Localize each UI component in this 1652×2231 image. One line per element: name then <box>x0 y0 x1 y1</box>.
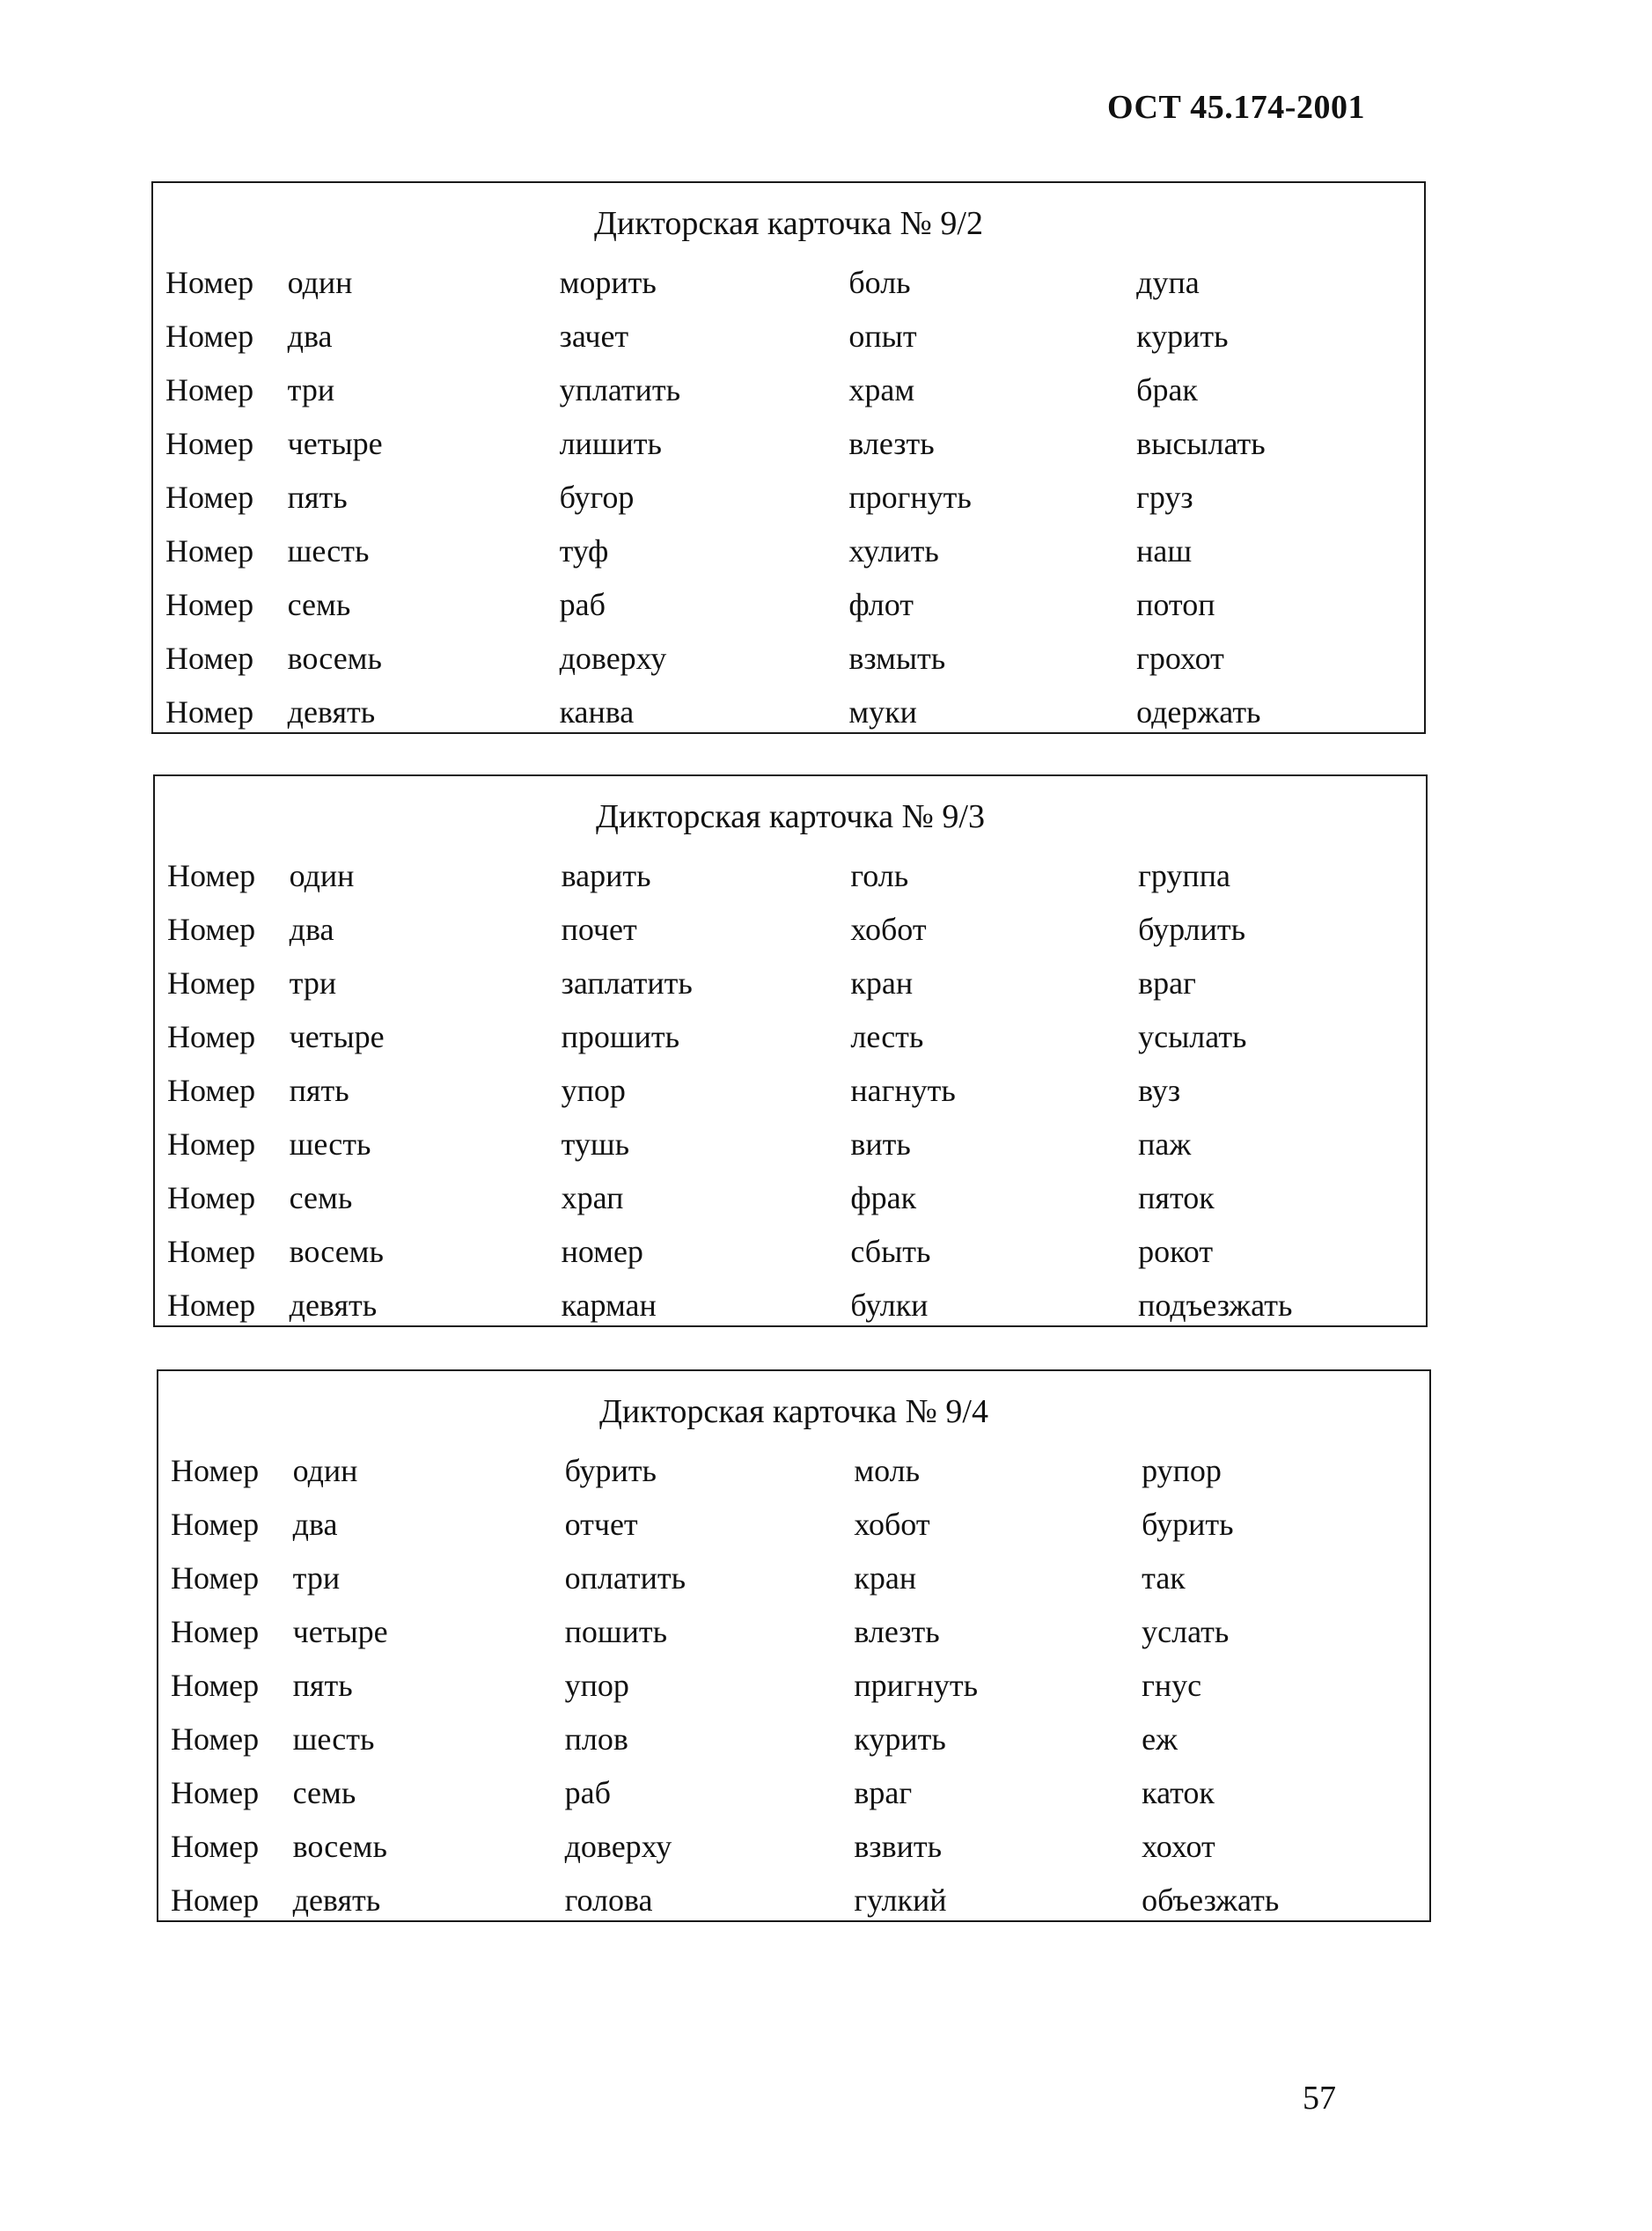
number-word: пять <box>287 479 348 515</box>
card-row <box>165 631 1415 685</box>
test-word: муки <box>848 694 917 730</box>
test-word: объезжать <box>1142 1882 1280 1918</box>
card-row <box>167 1278 1417 1332</box>
test-word: усылать <box>1138 1018 1247 1054</box>
number-word: два <box>287 318 333 354</box>
test-word: влезть <box>854 1613 940 1649</box>
test-word: гнус <box>1142 1667 1202 1703</box>
card-row <box>165 363 1415 416</box>
test-word: вить <box>850 1126 911 1162</box>
number-word: шесть <box>289 1126 371 1162</box>
row-label: Номер <box>171 1828 260 1864</box>
page-number: 57 <box>1303 2080 1336 2117</box>
row-label: Номер <box>165 694 254 730</box>
row-label: Номер <box>167 1287 256 1323</box>
test-word: упор <box>561 1072 626 1108</box>
test-word: флот <box>848 586 914 622</box>
test-word: булки <box>850 1287 929 1323</box>
card-rows <box>167 848 1417 1332</box>
card-row <box>167 1171 1417 1224</box>
card-row <box>167 902 1417 956</box>
test-word: хобот <box>854 1506 930 1542</box>
test-word: курить <box>1136 318 1229 354</box>
number-word: восемь <box>287 640 382 676</box>
number-word: четыре <box>292 1613 388 1649</box>
test-word: боль <box>848 264 911 300</box>
card-row <box>171 1658 1421 1712</box>
test-word: потоп <box>1136 586 1215 622</box>
number-word: пять <box>292 1667 353 1703</box>
test-word: оплатить <box>564 1559 686 1596</box>
test-word: пяток <box>1138 1179 1215 1215</box>
card-row <box>165 470 1415 524</box>
number-word: девять <box>292 1882 381 1918</box>
test-word: груз <box>1136 479 1193 515</box>
card-rows <box>165 255 1415 738</box>
card-row <box>165 309 1415 363</box>
row-label: Номер <box>167 911 256 947</box>
card-row <box>171 1873 1421 1926</box>
test-word: враг <box>1138 965 1196 1001</box>
card-row <box>167 1117 1417 1171</box>
test-word: плов <box>564 1721 628 1757</box>
number-word: семь <box>292 1774 356 1810</box>
card-row <box>167 848 1417 902</box>
row-label: Номер <box>167 1072 256 1108</box>
test-word: раб <box>564 1774 611 1810</box>
test-word: туф <box>559 532 609 569</box>
test-word: грохот <box>1136 640 1224 676</box>
row-label: Номер <box>165 479 254 515</box>
test-word: хохот <box>1142 1828 1215 1864</box>
test-word: прошить <box>561 1018 679 1054</box>
test-word: опыт <box>848 318 917 354</box>
row-label: Номер <box>171 1506 260 1542</box>
speaker-card-9-2 <box>151 181 1426 734</box>
test-word: высылать <box>1136 425 1266 461</box>
test-word: враг <box>854 1774 913 1810</box>
test-word: рокот <box>1138 1233 1214 1269</box>
test-word: зачет <box>559 318 629 354</box>
test-word: наш <box>1136 532 1193 569</box>
number-word: четыре <box>287 425 383 461</box>
row-label: Номер <box>171 1613 260 1649</box>
card-row <box>171 1604 1421 1658</box>
test-word: группа <box>1138 857 1230 893</box>
number-word: семь <box>289 1179 353 1215</box>
test-word: номер <box>561 1233 643 1269</box>
test-word: одержать <box>1136 694 1261 730</box>
row-label: Номер <box>171 1721 260 1757</box>
card-row <box>165 685 1415 738</box>
card-row <box>167 1224 1417 1278</box>
row-label: Номер <box>171 1559 260 1596</box>
row-label: Номер <box>167 965 256 1001</box>
number-word: три <box>287 371 335 407</box>
row-label: Номер <box>171 1452 260 1488</box>
number-word: три <box>289 965 337 1001</box>
card-row <box>171 1819 1421 1873</box>
card-row <box>171 1551 1421 1604</box>
test-word: кран <box>850 965 914 1001</box>
card-row <box>167 956 1417 1009</box>
card-title: Дикторская карточка № 9/2 <box>594 205 983 242</box>
test-word: сбыть <box>850 1233 931 1269</box>
card-rows <box>171 1443 1421 1926</box>
test-word: лесть <box>850 1018 924 1054</box>
test-word: взмыть <box>848 640 946 676</box>
test-word: хобот <box>850 911 927 947</box>
row-label: Номер <box>165 318 254 354</box>
test-word: тушь <box>561 1126 629 1162</box>
card-row <box>165 524 1415 577</box>
card-row <box>165 255 1415 309</box>
card-row <box>171 1497 1421 1551</box>
card-row <box>171 1712 1421 1765</box>
test-word: раб <box>559 586 606 622</box>
test-word: почет <box>561 911 637 947</box>
card-row <box>171 1443 1421 1497</box>
test-word: голь <box>850 857 909 893</box>
row-label: Номер <box>167 1018 256 1054</box>
test-word: варить <box>561 857 651 893</box>
test-word: доверху <box>559 640 667 676</box>
test-word: подъезжать <box>1138 1287 1293 1323</box>
number-word: два <box>292 1506 338 1542</box>
card-row <box>171 1765 1421 1819</box>
test-word: голова <box>564 1882 653 1918</box>
number-word: шесть <box>292 1721 375 1757</box>
row-label: Номер <box>171 1882 260 1918</box>
number-word: один <box>289 857 355 893</box>
speaker-card-9-3 <box>153 774 1428 1327</box>
number-word: восемь <box>289 1233 384 1269</box>
test-word: прогнуть <box>848 479 972 515</box>
row-label: Номер <box>167 1233 256 1269</box>
test-word: дупа <box>1136 264 1200 300</box>
number-word: один <box>287 264 353 300</box>
test-word: взвить <box>854 1828 942 1864</box>
card-row <box>167 1063 1417 1117</box>
test-word: брак <box>1136 371 1198 407</box>
test-word: фрак <box>850 1179 917 1215</box>
test-word: храм <box>848 371 915 407</box>
test-word: пригнуть <box>854 1667 979 1703</box>
row-label: Номер <box>171 1774 260 1810</box>
test-word: храп <box>561 1179 624 1215</box>
number-word: девять <box>289 1287 378 1323</box>
test-word: влезть <box>848 425 935 461</box>
test-word: бурлить <box>1138 911 1245 947</box>
test-word: доверху <box>564 1828 672 1864</box>
test-word: вуз <box>1138 1072 1181 1108</box>
test-word: бугор <box>559 479 635 515</box>
test-word: бурить <box>1142 1506 1234 1542</box>
row-label: Номер <box>165 425 254 461</box>
number-word: четыре <box>289 1018 385 1054</box>
test-word: еж <box>1142 1721 1178 1757</box>
test-word: морить <box>559 264 657 300</box>
number-word: девять <box>287 694 376 730</box>
row-label: Номер <box>167 857 256 893</box>
card-title: Дикторская карточка № 9/3 <box>596 798 985 835</box>
test-word: отчет <box>564 1506 638 1542</box>
row-label: Номер <box>171 1667 260 1703</box>
test-word: карман <box>561 1287 657 1323</box>
card-title: Дикторская карточка № 9/4 <box>599 1393 988 1430</box>
test-word: уплатить <box>559 371 681 407</box>
test-word: курить <box>854 1721 946 1757</box>
row-label: Номер <box>167 1179 256 1215</box>
test-word: упор <box>564 1667 629 1703</box>
number-word: пять <box>289 1072 349 1108</box>
test-word: моль <box>854 1452 921 1488</box>
test-word: бурить <box>564 1452 657 1488</box>
row-label: Номер <box>165 371 254 407</box>
test-word: кран <box>854 1559 917 1596</box>
row-label: Номер <box>165 532 254 569</box>
card-row <box>167 1009 1417 1063</box>
card-row <box>165 577 1415 631</box>
row-label: Номер <box>167 1126 256 1162</box>
test-word: лишить <box>559 425 662 461</box>
test-word: рупор <box>1142 1452 1222 1488</box>
test-word: хулить <box>848 532 939 569</box>
test-word: услать <box>1142 1613 1230 1649</box>
number-word: восемь <box>292 1828 387 1864</box>
test-word: канва <box>559 694 635 730</box>
card-row <box>165 416 1415 470</box>
test-word: паж <box>1138 1126 1192 1162</box>
test-word: так <box>1142 1559 1186 1596</box>
document-code: ОСТ 45.174-2001 <box>1107 89 1365 126</box>
number-word: шесть <box>287 532 370 569</box>
test-word: заплатить <box>561 965 693 1001</box>
row-label: Номер <box>165 264 254 300</box>
test-word: каток <box>1142 1774 1215 1810</box>
test-word: гулкий <box>854 1882 947 1918</box>
speaker-card-9-4 <box>157 1369 1431 1922</box>
test-word: нагнуть <box>850 1072 956 1108</box>
number-word: два <box>289 911 334 947</box>
number-word: один <box>292 1452 358 1488</box>
row-label: Номер <box>165 586 254 622</box>
number-word: семь <box>287 586 351 622</box>
row-label: Номер <box>165 640 254 676</box>
number-word: три <box>292 1559 341 1596</box>
test-word: пошить <box>564 1613 667 1649</box>
